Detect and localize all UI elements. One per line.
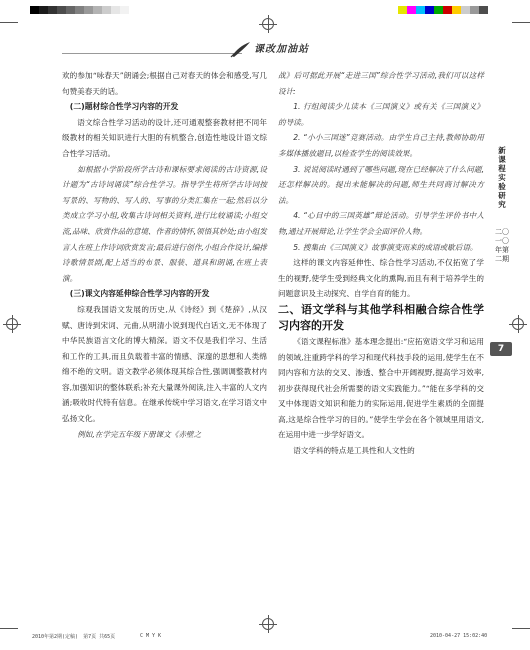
vertical-char: 〇 <box>502 228 509 236</box>
color-swatch <box>102 6 111 14</box>
vertical-char: 课 <box>498 155 506 164</box>
journal-name-vertical <box>494 146 510 209</box>
list-item: 4. “心目中的三国英雄”辩论活动。引导学生评价书中人物,通过开展辩论,让学生学会全面评价人物。 <box>278 211 484 236</box>
section-heading-3: (三)课文内容延伸综合性学习内容的开发 <box>69 289 210 299</box>
color-swatch-strip <box>398 6 488 14</box>
color-swatch <box>407 6 416 14</box>
color-swatch <box>93 6 102 14</box>
list-item: 5. 搜集由《三国演义》故事演变而来的成语或歇后语。 <box>293 242 478 252</box>
page-number: 7 <box>490 342 512 356</box>
vertical-char: 二 <box>495 255 502 263</box>
color-swatch <box>120 6 129 14</box>
footer-timestamp: 2010-04-27 15:02:40 <box>430 633 488 639</box>
right-paragraph-1: 这样的课文内容延伸性、综合性学习活动,不仅拓宽了学生的视野,使学生受到经典文化的熏陶,而且有利于培养学生的问题意识及主动探究、自学自育的能力。 <box>278 258 484 299</box>
vertical-char: 研 <box>498 191 506 200</box>
color-swatch <box>398 6 407 14</box>
color-swatch <box>84 6 93 14</box>
left-paragraph-3: 综观我国语文发展的历史,从《诗经》到《楚辞》,从汉赋、唐诗到宋词、元曲,从明清小说到现代白话文,无不体现了中华民族语言文化的博大精深。语文不仅是我们学习、生活和工作的工具,而且负载着丰富的情感、深邃的思想和人类绵绵不绝的文明。语文教学必须体现其综合性,强调调整教材内容,加强知识的整体联系;补充大量课外阅读,注入丰富的人文内涵;吸收时代特有信息。在继承传统中学习语文,在学习语文中弘扬文化。 <box>62 304 267 424</box>
footer-cmyk: C M Y K <box>140 633 162 639</box>
right-paragraph-0: 战》后可据此开展“走进三国”综合性学习活动,我们可以这样设计: <box>278 71 484 96</box>
color-swatch <box>75 6 84 14</box>
pen-nib-icon <box>230 40 252 58</box>
color-swatch <box>416 6 425 14</box>
list-item: 3. 说说阅读时遇到了哪些问题,现在已经解决了什么问题,还怎样解决的。提出未能解决的问题,师生共同商讨解决方法。 <box>278 164 484 205</box>
vertical-char: 验 <box>498 182 506 191</box>
vertical-char: 实 <box>498 173 506 182</box>
issue-date-vertical <box>494 228 510 264</box>
left-paragraph-2: 如根据小学阶段所学古诗和课标要求阅读的古诗资源,设计题为“古诗词诵读”综合性学习。指导学生将所学古诗词按写景的、写物的、写人的、写事的分类汇集在一起;然后以分类成立学习小组,收集古诗词相关资料,进行比较诵读;小组交流,品味、欣赏作品的意境、作者的情怀,领悟其妙处;由小组发言人在班上作诗词欣赏发言;最后进行创作,小组合作设计,编排诗歌情景剧,配上适当的布景、服装、道具和朗诵,在班上表演。 <box>62 164 267 283</box>
vertical-char: 年 <box>495 246 502 254</box>
color-swatch <box>425 6 434 14</box>
crop-mark-top-right <box>512 22 530 23</box>
grayscale-swatch-strip <box>30 6 129 14</box>
color-swatch <box>452 6 461 14</box>
color-swatch <box>470 6 479 14</box>
vertical-char: 二 <box>495 228 502 236</box>
crop-mark-top-left <box>0 22 18 23</box>
color-swatch <box>443 6 452 14</box>
registration-mark-bottom <box>262 618 274 630</box>
color-swatch <box>434 6 443 14</box>
vertical-char: 新 <box>498 146 506 155</box>
color-swatch <box>111 6 120 14</box>
color-swatch <box>39 6 48 14</box>
left-paragraph-0: 欢的参加“咏春天”朗诵会;根据自己对春天的体会和感受,写几句赞美春天的话。 <box>62 71 267 96</box>
vertical-char: 究 <box>498 200 506 209</box>
vertical-char: 第 <box>502 246 509 254</box>
right-paragraph-3: 语文学科的特点是工具性和人文性的 <box>293 446 415 456</box>
list-item: 1. 行组阅读少儿读本《三国演义》或有关《三国演义》的导读。 <box>278 102 484 127</box>
left-paragraph-1: 语文综合性学习活动的设计,还可通观整套教材把不同年级教材的相关知识进行大胆的有机整合,创造性地设计语文综合性学习活动。 <box>62 117 267 158</box>
section-heading-2: (二)题材综合性学习内容的开发 <box>69 102 179 112</box>
color-swatch <box>479 6 488 14</box>
footer-file-info: 2010年第2期(定稿) 第7页 共65页 <box>32 634 116 640</box>
vertical-char: 期 <box>502 255 509 263</box>
header-rule <box>62 53 242 54</box>
color-swatch <box>461 6 470 14</box>
color-swatch <box>57 6 66 14</box>
left-paragraph-4: 例如,在学完五年级下册课文《赤壁之 <box>77 429 202 439</box>
vertical-char: 一 <box>495 237 502 245</box>
registration-mark-top <box>262 18 274 30</box>
header-title: 课改加油站 <box>254 44 309 55</box>
crop-mark-bottom-right <box>512 628 530 629</box>
crop-mark-bottom-left <box>0 628 18 629</box>
color-swatch <box>30 6 39 14</box>
left-column <box>62 68 267 442</box>
section-heading-major: 二、语文学科与其他学科相融合综合性学习内容的开发 <box>278 302 484 332</box>
right-paragraph-2: 《语文课程标准》基本理念提出:“应拓宽语文学习和运用的领域,注重跨学科的学习和现代科技手段的运用,使学生在不同内容和方法的交叉、渗透、整合中开阔视野,提高学习效率,初步获得现代社会所需要的语文实践能力。”“能在多学科的交叉中体现语文知识和能力的实际运用,促进学生素质的全面提高,这是综合性学习的目的。”使学生学会在各个领域里用语文,在运用中进一步学好语文。 <box>278 336 484 440</box>
registration-mark-right <box>512 318 524 330</box>
color-swatch <box>66 6 75 14</box>
vertical-char: 〇 <box>502 237 509 245</box>
registration-mark-left <box>6 318 18 330</box>
vertical-char: 程 <box>498 164 506 173</box>
right-column <box>278 68 484 459</box>
color-swatch <box>48 6 57 14</box>
list-item: 2. “小小三国迷”竞赛活动。由学生自己主持,教师协助用多媒体播放题目,以检查学生的阅读效果。 <box>278 133 484 158</box>
